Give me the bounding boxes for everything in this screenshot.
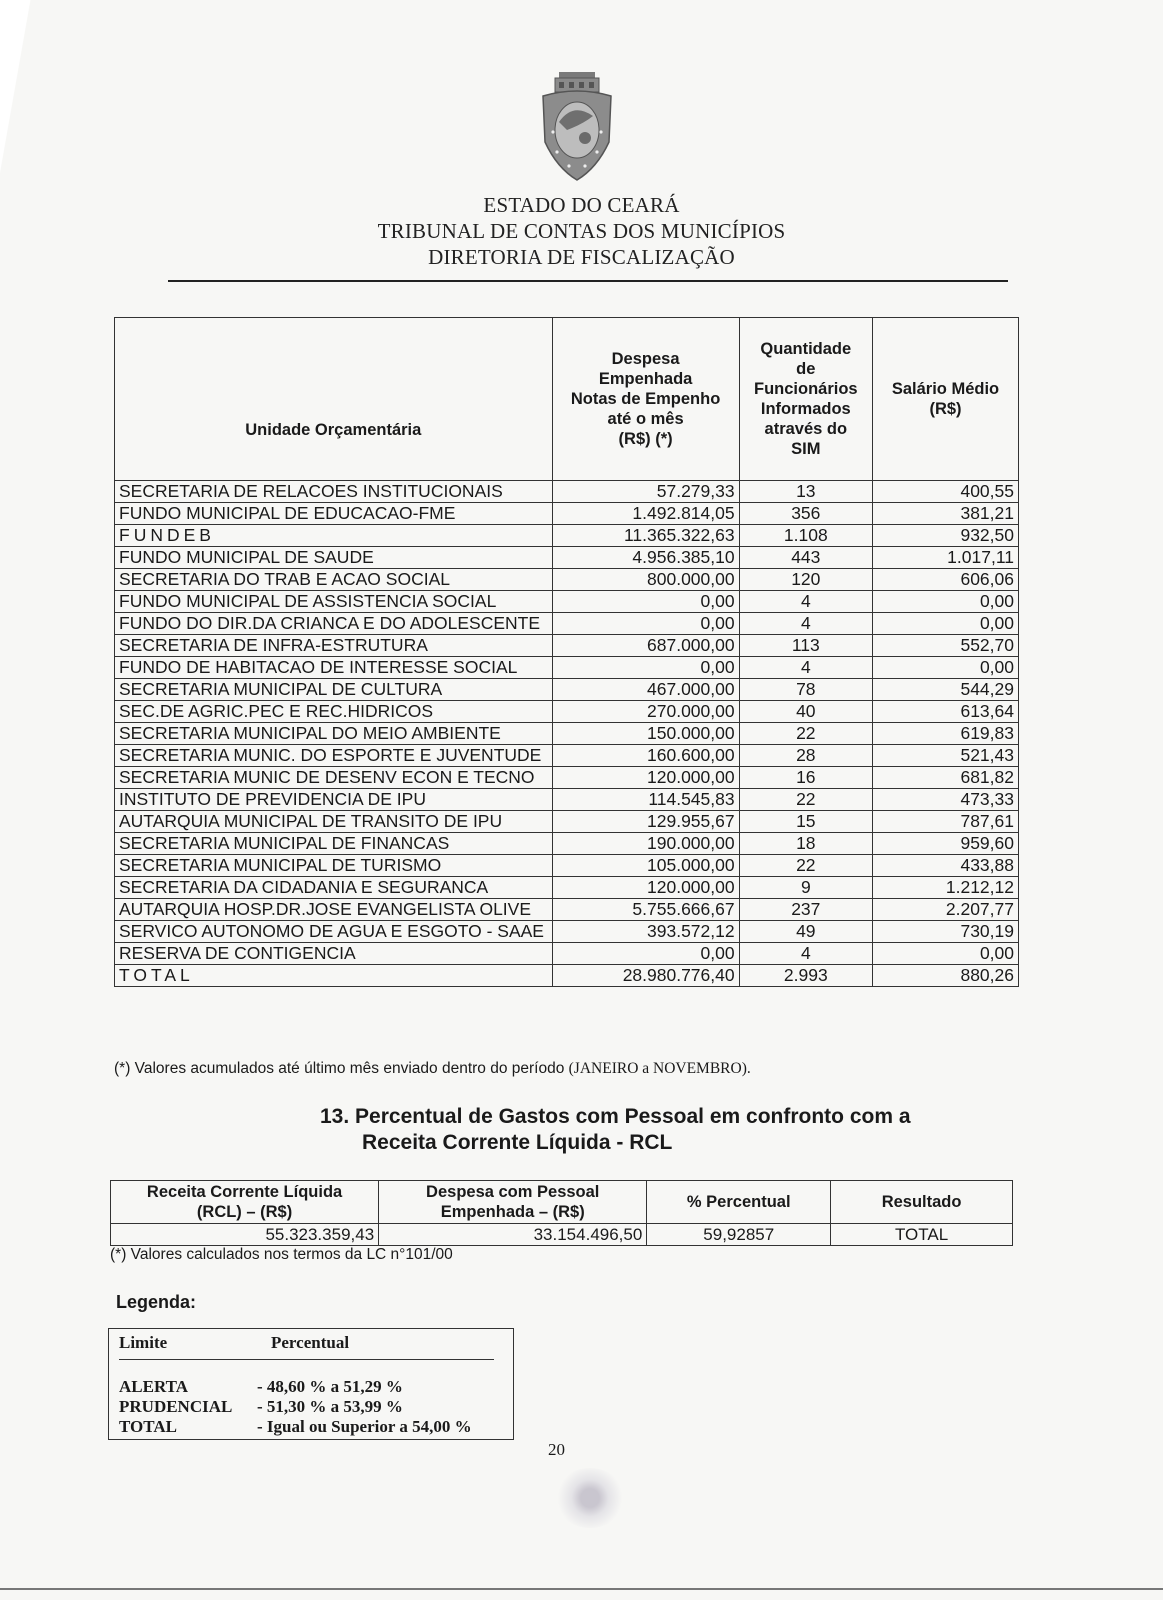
quantidade-cell: 9 <box>739 877 872 899</box>
header-percentual: % Percentual <box>647 1181 831 1224</box>
header-quantidade <box>739 318 872 481</box>
despesa-cell: 393.572,12 <box>552 921 739 943</box>
unit-cell: SECRETARIA DE RELACOES INSTITUCIONAIS <box>115 481 553 503</box>
section-title-line1: 13. Percentual de Gastos com Pessoal em confronto com a <box>320 1105 911 1128</box>
quantidade-cell: 22 <box>739 723 872 745</box>
legend-label: ALERTA <box>119 1377 188 1396</box>
header-line: Empenhada – (R$) <box>440 1203 585 1221</box>
unit-cell: AUTARQUIA HOSP.DR.JOSE EVANGELISTA OLIVE <box>115 899 553 921</box>
section-13-title <box>320 1104 911 1156</box>
unit-cell: FUNDO MUNICIPAL DE SAUDE <box>115 547 553 569</box>
salario-cell: 1.212,12 <box>873 877 1019 899</box>
scan-page-edge <box>0 0 40 200</box>
rcl-footnote: (*) Valores calculados nos termos da LC n°101/00 <box>110 1246 453 1263</box>
table-row <box>115 833 1019 855</box>
legend-value: - 51,30 % a 53,99 % <box>257 1397 403 1416</box>
salario-cell: 880,26 <box>873 965 1019 987</box>
table-row <box>115 701 1019 723</box>
salario-cell: 0,00 <box>873 657 1019 679</box>
despesa-cell: 687.000,00 <box>552 635 739 657</box>
unit-cell: SECRETARIA DO TRAB E ACAO SOCIAL <box>115 569 553 591</box>
unit-cell: SECRETARIA MUNICIPAL DO MEIO AMBIENTE <box>115 723 553 745</box>
header-line: Salário Médio <box>891 380 1000 398</box>
scan-bottom-edge <box>0 1588 1163 1590</box>
unit-cell: SECRETARIA MUNIC DE DESENV ECON E TECNO <box>115 767 553 789</box>
header-tribunal: TRIBUNAL DE CONTAS DOS MUNICÍPIOS <box>377 219 786 243</box>
salario-cell: 932,50 <box>873 525 1019 547</box>
resultado-value: TOTAL <box>831 1224 1013 1246</box>
table-row <box>115 613 1019 635</box>
header-rcl <box>111 1181 379 1224</box>
header-line: até o mês <box>607 410 684 428</box>
legend-label: PRUDENCIAL <box>119 1397 233 1416</box>
despesa-cell: 5.755.666,67 <box>552 899 739 921</box>
quantidade-cell: 4 <box>739 613 872 635</box>
unit-cell: FUNDO DE HABITACAO DE INTERESSE SOCIAL <box>115 657 553 679</box>
table-row <box>115 635 1019 657</box>
header-line: Informados <box>760 400 851 418</box>
table-row <box>115 899 1019 921</box>
legend-title: Legenda: <box>116 1292 197 1312</box>
header-line: de <box>796 360 816 378</box>
quantidade-cell: 78 <box>739 679 872 701</box>
scan-smudge <box>555 1468 625 1528</box>
quantidade-cell: 113 <box>739 635 872 657</box>
quantidade-cell: 356 <box>739 503 872 525</box>
despesa-cell: 120.000,00 <box>552 767 739 789</box>
unit-cell: INSTITUTO DE PREVIDENCIA DE IPU <box>115 789 553 811</box>
unit-cell: FUNDO MUNICIPAL DE EDUCACAO-FME <box>115 503 553 525</box>
despesa-cell: 160.600,00 <box>552 745 739 767</box>
header-line: Funcionários <box>754 380 858 398</box>
despesa-cell: 28.980.776,40 <box>552 965 739 987</box>
quantidade-cell: 16 <box>739 767 872 789</box>
header-resultado: Resultado <box>831 1181 1013 1224</box>
footnote-period: (JANEIRO a NOVEMBRO). <box>568 1060 751 1077</box>
salario-cell: 730,19 <box>873 921 1019 943</box>
page-number: 20 <box>548 1440 565 1459</box>
total-row <box>115 965 1019 987</box>
despesa-cell: 150.000,00 <box>552 723 739 745</box>
despesa-cell: 0,00 <box>552 657 739 679</box>
header-line: Receita Corrente Líquida <box>146 1183 343 1201</box>
salario-cell: 2.207,77 <box>873 899 1019 921</box>
header-line: Empenhada <box>598 370 693 388</box>
percentual-value: 59,92857 <box>647 1224 831 1246</box>
salario-cell: 552,70 <box>873 635 1019 657</box>
table-row <box>115 569 1019 591</box>
header-line: Notas de Empenho <box>570 390 721 408</box>
despesa-cell: 0,00 <box>552 943 739 965</box>
despesa-cell: 0,00 <box>552 591 739 613</box>
salario-cell: 613,64 <box>873 701 1019 723</box>
quantidade-cell: 120 <box>739 569 872 591</box>
quantidade-cell: 18 <box>739 833 872 855</box>
header-unidade: Unidade Orçamentária <box>115 318 553 481</box>
quantidade-cell: 4 <box>739 943 872 965</box>
table-row <box>115 679 1019 701</box>
salario-cell: 473,33 <box>873 789 1019 811</box>
unit-cell: AUTARQUIA MUNICIPAL DE TRANSITO DE IPU <box>115 811 553 833</box>
table-row <box>115 855 1019 877</box>
despesa-cell: 270.000,00 <box>552 701 739 723</box>
quantidade-cell: 443 <box>739 547 872 569</box>
quantidade-cell: 22 <box>739 789 872 811</box>
header-state: ESTADO DO CEARÁ <box>483 193 680 217</box>
table-row <box>115 723 1019 745</box>
salario-cell: 544,29 <box>873 679 1019 701</box>
despesa-cell: 4.956.385,10 <box>552 547 739 569</box>
table-row <box>115 811 1019 833</box>
unit-cell: SECRETARIA MUNICIPAL DE FINANCAS <box>115 833 553 855</box>
quantidade-cell: 4 <box>739 591 872 613</box>
unit-cell: FUNDO MUNICIPAL DE ASSISTENCIA SOCIAL <box>115 591 553 613</box>
despesa-cell: 190.000,00 <box>552 833 739 855</box>
despesa-cell: 120.000,00 <box>552 877 739 899</box>
despesa-cell: 11.365.322,63 <box>552 525 739 547</box>
salario-cell: 433,88 <box>873 855 1019 877</box>
despesa-cell: 467.000,00 <box>552 679 739 701</box>
unit-cell: SEC.DE AGRIC.PEC E REC.HIDRICOS <box>115 701 553 723</box>
header-line: Quantidade <box>760 340 852 358</box>
unit-cell: RESERVA DE CONTIGENCIA <box>115 943 553 965</box>
legend-value: - Igual ou Superior a 54,00 % <box>257 1417 472 1436</box>
unit-cell: SECRETARIA MUNICIPAL DE TURISMO <box>115 855 553 877</box>
table-row <box>115 789 1019 811</box>
quantidade-cell: 13 <box>739 481 872 503</box>
legend-label: TOTAL <box>119 1417 177 1436</box>
quantidade-cell: 1.108 <box>739 525 872 547</box>
despesa-cell: 800.000,00 <box>552 569 739 591</box>
document-header <box>0 192 1163 270</box>
rcl-value-row <box>111 1224 1013 1246</box>
salario-cell: 606,06 <box>873 569 1019 591</box>
despesa-cell: 129.955,67 <box>552 811 739 833</box>
salario-cell: 959,60 <box>873 833 1019 855</box>
salario-cell: 0,00 <box>873 943 1019 965</box>
salario-cell: 521,43 <box>873 745 1019 767</box>
table-body <box>115 481 1019 987</box>
table-row <box>115 767 1019 789</box>
salario-cell: 681,82 <box>873 767 1019 789</box>
unit-cell: FUNDO DO DIR.DA CRIANCA E DO ADOLESCENTE <box>115 613 553 635</box>
header-despesa <box>552 318 739 481</box>
quantidade-cell: 40 <box>739 701 872 723</box>
legend-box <box>108 1328 514 1440</box>
header-line: SIM <box>791 440 821 458</box>
header-despesa-pessoal <box>379 1181 647 1224</box>
table-row <box>115 525 1019 547</box>
table-row <box>115 877 1019 899</box>
table-row <box>115 503 1019 525</box>
table-row <box>115 591 1019 613</box>
header-divider <box>168 280 1008 282</box>
unit-cell: FUNDEB <box>115 525 553 547</box>
legend-value: - 48,60 % a 51,29 % <box>257 1377 403 1396</box>
despesa-cell: 105.000,00 <box>552 855 739 877</box>
header-line: Despesa com Pessoal <box>426 1183 600 1201</box>
header-line: através do <box>764 420 848 438</box>
rcl-header-row <box>111 1181 1013 1224</box>
header-line: (R$) <box>929 400 962 418</box>
expenses-by-unit-table <box>114 317 1019 987</box>
salario-cell: 400,55 <box>873 481 1019 503</box>
quantidade-cell: 28 <box>739 745 872 767</box>
header-line: (R$) (*) <box>618 430 673 448</box>
section-title-line2: Receita Corrente Líquida - RCL <box>362 1131 673 1154</box>
unit-cell: SERVICO AUTONOMO DE AGUA E ESGOTO - SAAE <box>115 921 553 943</box>
quantidade-cell: 49 <box>739 921 872 943</box>
quantidade-cell: 2.993 <box>739 965 872 987</box>
unit-cell: SECRETARIA DA CIDADANIA E SEGURANCA <box>115 877 553 899</box>
legend-header <box>119 1333 494 1360</box>
despesa-pessoal-value: 33.154.496,50 <box>379 1224 647 1246</box>
rcl-value: 55.323.359,43 <box>111 1224 379 1246</box>
unit-cell: TOTAL <box>115 965 553 987</box>
table-row <box>115 481 1019 503</box>
table-row <box>115 547 1019 569</box>
rcl-table <box>110 1180 1013 1246</box>
table-row <box>115 657 1019 679</box>
salario-cell: 1.017,11 <box>873 547 1019 569</box>
despesa-cell: 0,00 <box>552 613 739 635</box>
coat-of-arms-icon <box>537 72 617 182</box>
table-row <box>115 943 1019 965</box>
unit-cell: SECRETARIA MUNIC. DO ESPORTE E JUVENTUDE <box>115 745 553 767</box>
salario-cell: 787,61 <box>873 811 1019 833</box>
unit-cell: SECRETARIA DE INFRA-ESTRUTURA <box>115 635 553 657</box>
legend-head-percentual: Percentual <box>271 1333 350 1352</box>
footnote-text: (*) Valores acumulados até último mês enviado dentro do período <box>114 1060 569 1077</box>
header-line: Despesa <box>611 350 680 368</box>
legend-head-limite: Limite <box>119 1333 168 1352</box>
header-line: (RCL) – (R$) <box>196 1203 293 1221</box>
salario-cell: 619,83 <box>873 723 1019 745</box>
table-row <box>115 745 1019 767</box>
unit-cell: SECRETARIA MUNICIPAL DE CULTURA <box>115 679 553 701</box>
salario-cell: 381,21 <box>873 503 1019 525</box>
despesa-cell: 57.279,33 <box>552 481 739 503</box>
salario-cell: 0,00 <box>873 591 1019 613</box>
quantidade-cell: 237 <box>739 899 872 921</box>
quantidade-cell: 22 <box>739 855 872 877</box>
table-footnote <box>114 1060 751 1078</box>
header-directorate: DIRETORIA DE FISCALIZAÇÃO <box>428 245 735 269</box>
salario-cell: 0,00 <box>873 613 1019 635</box>
quantidade-cell: 4 <box>739 657 872 679</box>
despesa-cell: 1.492.814,05 <box>552 503 739 525</box>
quantidade-cell: 15 <box>739 811 872 833</box>
table-row <box>115 921 1019 943</box>
header-salario <box>873 318 1019 481</box>
table-header-row <box>115 318 1019 481</box>
despesa-cell: 114.545,83 <box>552 789 739 811</box>
